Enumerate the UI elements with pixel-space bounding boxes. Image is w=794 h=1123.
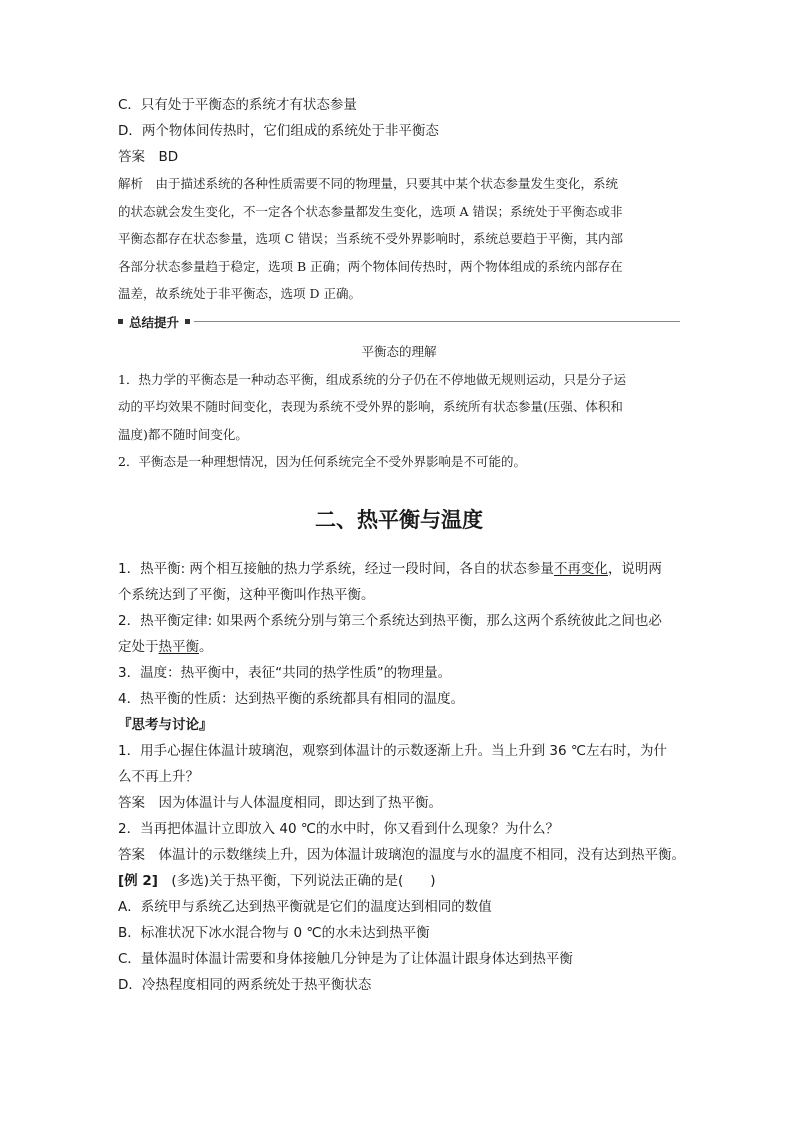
analysis-line: 平衡态都存在状态参量，选项 C 错误；当系统不受外界影响时，系统总要趋于平衡，其内部 (118, 231, 624, 246)
summary-line: 动的平均效果不随时间变化，表现为系统不受外界的影响，系统所有状态参量(压强、体积和 (118, 399, 623, 414)
analysis-line: 解析 由于描述系统的各种性质需要不同的物理量，只要其中某个状态参量发生变化，系统 (118, 176, 619, 191)
example-2-question (118, 868, 680, 894)
option-c: C．只有处于平衡态的系统才有状态参量 (118, 97, 357, 113)
question-2: 2．当再把体温计立即放入 40 ℃的水中时，你又看到什么现象？为什么？ (118, 820, 560, 837)
question-1-cont: 么不再上升？ (118, 768, 199, 785)
think-discuss-label: 『思考与讨论』 (118, 716, 213, 733)
underlined-term: 热平衡 (158, 638, 199, 655)
section-heading: 二、热平衡与温度 (315, 506, 483, 532)
summary-bar (118, 310, 680, 334)
example-option-b: B．标准状况下冰水混合物与 0 ℃的水未达到热平衡 (118, 924, 430, 941)
example-tag: [例 2] (118, 872, 158, 889)
summary-line: 2．平衡态是一种理想情况，因为任何系统完全不受外界影响是不可能的。 (118, 454, 526, 469)
text-run: 定处于 (118, 638, 159, 655)
divider (194, 321, 680, 322)
summary-block (118, 366, 680, 476)
summary-line: 1．热力学的平衡态是一种动态平衡，组成系统的分子仍在不停地做无规则运动，只是分子运 (118, 371, 626, 387)
paragraph-1-cont: 个系统达到了平衡，这种平衡叫作热平衡。 (118, 586, 375, 603)
summary-line: 温度)都不随时间变化。 (118, 426, 248, 442)
example-option-d: D．冷热程度相同的两系统处于热平衡状态 (118, 976, 372, 993)
document-page (118, 92, 685, 998)
paragraph-3: 3．温度：热平衡中，表征“共同的热学性质”的物理量。 (118, 664, 452, 681)
option-d: D．两个物体间传热时，它们组成的系统处于非平衡态 (118, 123, 439, 139)
summary-label: 总结提升 (129, 314, 180, 330)
analysis-line: 的状态就会发生变化，不一定各个状态参量都发生变化，选项 A 错误；系统处于平衡态或非 (118, 203, 623, 219)
text-run: 。 (199, 638, 213, 655)
example-option-c: C．量体温时体温计需要和身体接触几分钟是为了让体温计跟身体达到热平衡 (118, 950, 573, 967)
paragraph-4: 4．热平衡的性质：达到热平衡的系统都具有相同的温度。 (118, 690, 465, 707)
example-option-a: A．系统甲与系统乙达到热平衡就是它们的温度达到相同的数值 (118, 898, 492, 915)
paragraph-2: 2．热平衡定律: 如果两个系统分别与第三个系统达到热平衡，那么这两个系统彼此之间也必 (118, 612, 662, 629)
square-bullet-icon (118, 319, 123, 324)
analysis-line: 各部分状态参量趋于稳定，选项 B 正确；两个物体间传热时，两个物体组成的系统内部存在 (118, 258, 623, 274)
analysis-block (118, 170, 680, 308)
answer-q2: 答案 体温计的示数继续上升，因为体温计玻璃泡的温度与水的温度不相同，没有达到热平衡。 (118, 846, 685, 863)
paragraph-1 (118, 556, 680, 582)
answer-1: 答案 BD (118, 149, 179, 165)
text-run: 1．热平衡: 两个相互接触的热力学系统，经过一段时间，各自的状态参量 (118, 560, 554, 577)
paragraph-2-cont (118, 634, 680, 660)
analysis-line: 温差，故系统处于非平衡态，选项 D 正确。 (118, 286, 361, 301)
answer-q1: 答案 因为体温计与人体温度相同，即达到了热平衡。 (118, 794, 442, 811)
square-bullet-icon (185, 319, 190, 324)
text-run: ，说明两 (607, 560, 662, 577)
question-1: 1．用手心握住体温计玻璃泡，观察到体温计的示数逐渐上升。当上升到 36 ℃左右时，为什 (118, 742, 668, 759)
underlined-term: 不再变化 (553, 560, 608, 577)
example-question-text: (多选)关于热平衡，下列说法正确的是( ) (157, 872, 436, 889)
summary-title: 平衡态的理解 (361, 343, 437, 359)
